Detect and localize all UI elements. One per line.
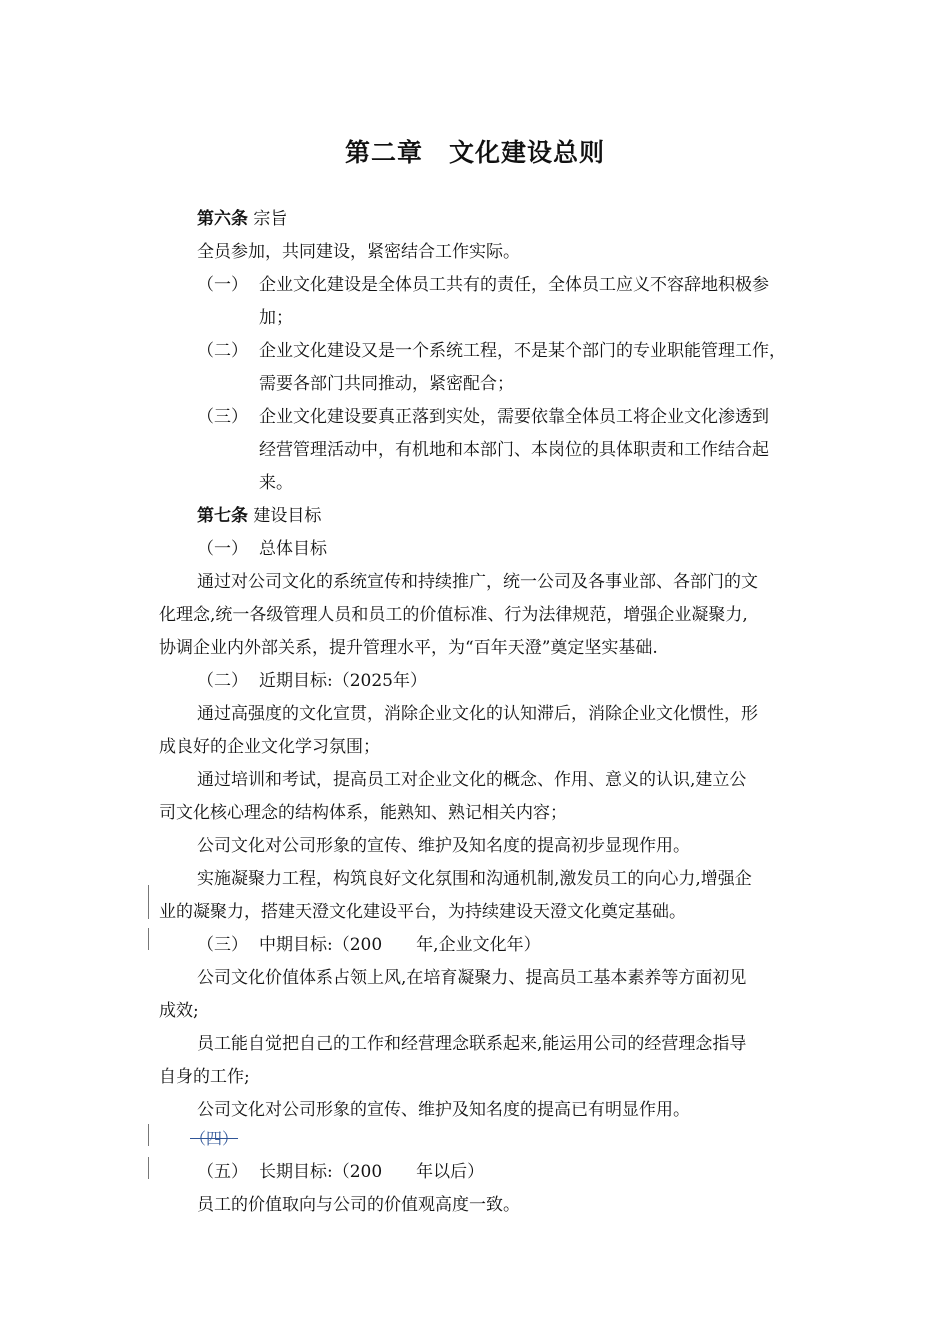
paragraph-line: 司文化核心理念的结构体系，能熟知、熟记相关内容； (159, 803, 567, 823)
deleted-item-number: （四） (190, 1129, 239, 1148)
paragraph-line: 公司文化价值体系占领上风,在培育凝聚力、提高员工基本素养等方面初见 (197, 968, 747, 988)
revision-bar (148, 928, 149, 950)
paragraph-line: 通过高强度的文化宣贯，消除企业文化的认知滞后，消除企业文化惯性，形 (197, 704, 758, 724)
paragraph-line: 员工的价值取向与公司的价值观高度一致。 (197, 1195, 520, 1215)
paragraph-line: 自身的工作; (159, 1067, 250, 1087)
list-text-cont: 需要各部门共同推动，紧密配合； (259, 374, 514, 394)
paragraph-line: 协调企业内外部关系，提升管理水平，为“百年天澄”奠定坚实基础. (159, 638, 658, 658)
paragraph-line: 通过培训和考试，提高员工对企业文化的概念、作用、意义的认识,建立公 (197, 770, 747, 790)
list-item (197, 274, 769, 296)
list-text-cont: 经营管理活动中，有机地和本部门、本岗位的具体职责和工作结合起 (259, 440, 769, 460)
list-number: （二） (197, 341, 248, 361)
paragraph-line: 公司文化对公司形象的宣传、维护及知名度的提高已有明显作用。 (197, 1100, 690, 1120)
article-6-intro: 全员参加，共同建设，紧密结合工作实际。 (197, 242, 520, 262)
goal-label: 总体目标 (259, 539, 327, 559)
article-6-heading (197, 208, 287, 230)
list-text-cont: 来。 (259, 473, 293, 493)
list-text: 企业文化建设又是一个系统工程，不是某个部门的专业职能管理工作， (259, 341, 786, 361)
paragraph-line: 成良好的企业文化学习氛围； (159, 737, 380, 757)
goal-label: 长期目标:（200 年以后） (259, 1162, 485, 1182)
list-text: 企业文化建设要真正落到实处，需要依靠全体员工将企业文化渗透到 (259, 407, 769, 427)
paragraph-line: 公司文化对公司形象的宣传、维护及知名度的提高初步显现作用。 (197, 836, 690, 856)
paragraph-line: 通过对公司文化的系统宣传和持续推广，统一公司及各事业部、各部门的文 (197, 572, 758, 592)
near-goal-heading (197, 670, 427, 692)
article-6-number: 第六条 (197, 209, 248, 229)
paragraph-line: 化理念,统一各级管理人员和员工的价值标准、行为法律规范，增强企业凝聚力, (159, 605, 748, 625)
article-7-topic: 建设目标 (253, 506, 322, 526)
list-number: （五） (197, 1162, 248, 1182)
goal-label: 中期目标:（200 年,企业文化年） (259, 935, 541, 955)
paragraph-line: 成效; (159, 1001, 199, 1021)
list-number: （二） (197, 671, 248, 691)
revision-bar (148, 1157, 149, 1179)
goal-label: 近期目标:（2025年） (259, 671, 427, 691)
list-number: （一） (197, 275, 248, 295)
chapter-title: 第二章 文化建设总则 (344, 138, 605, 167)
list-text: 企业文化建设是全体员工共有的责任，全体员工应义不容辞地积极参 (259, 275, 769, 295)
paragraph-line: 业的凝聚力，搭建天澄文化建设平台，为持续建设天澄文化奠定基础。 (159, 902, 686, 922)
article-6-topic: 宗旨 (253, 209, 288, 229)
revision-bar (148, 885, 149, 919)
overall-goal-heading (197, 538, 327, 560)
list-item (197, 340, 786, 362)
list-number: （三） (197, 935, 248, 955)
list-text-cont: 加； (259, 308, 293, 328)
long-goal-heading (197, 1161, 484, 1183)
mid-goal-heading (197, 934, 541, 956)
article-7-number: 第七条 (197, 506, 248, 526)
list-number: （一） (197, 539, 248, 559)
revision-bar (148, 1124, 149, 1146)
article-7-heading (197, 505, 321, 527)
list-number: （三） (197, 407, 248, 427)
paragraph-line: 实施凝聚力工程，构筑良好文化氛围和沟通机制,激发员工的向心力,增强企 (197, 869, 752, 889)
list-item (197, 406, 769, 428)
paragraph-line: 员工能自觉把自己的工作和经营理念联系起来,能运用公司的经营理念指导 (197, 1034, 747, 1054)
